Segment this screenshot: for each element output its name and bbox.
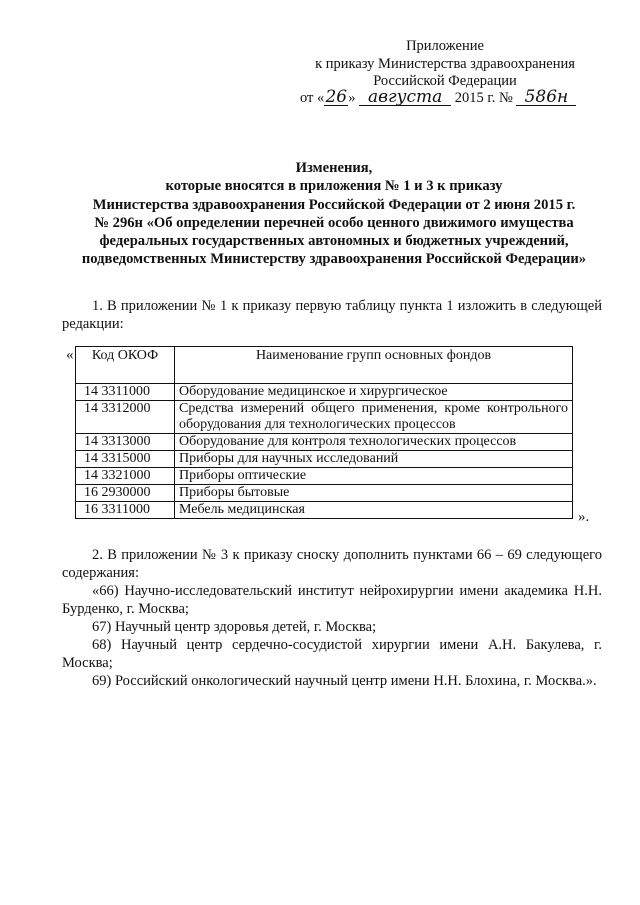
title-line-2: которые вносятся в приложения № 1 и 3 к приказу bbox=[165, 178, 503, 194]
date-day-handwritten: 26 bbox=[325, 87, 348, 107]
okof-name: Приборы для научных исследований bbox=[175, 451, 573, 468]
column-header-code: Код ОКОФ bbox=[76, 347, 175, 384]
okof-code: 14 3311000 bbox=[76, 384, 175, 401]
column-header-name: Наименование групп основных фондов bbox=[175, 347, 573, 384]
table-row bbox=[76, 401, 573, 434]
appendix-order-ref: к приказу Министерства здравоохранения bbox=[315, 56, 575, 72]
appendix-label: Приложение bbox=[406, 38, 484, 54]
okof-code: 14 3313000 bbox=[76, 434, 175, 451]
okof-name: Оборудование для контроля технологических процессов bbox=[175, 434, 573, 451]
table-close-quote: ». bbox=[578, 509, 590, 525]
okof-table bbox=[75, 346, 573, 519]
title-line-4: № 296н «Об определении перечней особо ценного движимого имущества bbox=[94, 215, 574, 231]
appendix-country: Российской Федерации bbox=[373, 73, 517, 89]
date-year: 2015 г. № bbox=[454, 90, 513, 106]
table-row bbox=[76, 468, 573, 485]
appendix-date-line bbox=[300, 89, 620, 107]
list-item-68: 68) Научный центр сердечно-сосудистой хирургии имени А.Н. Бакулева, г. Москва; bbox=[62, 637, 602, 671]
title-line-1: Изменения, bbox=[295, 160, 373, 176]
table-header-row bbox=[76, 347, 573, 384]
okof-code: 14 3321000 bbox=[76, 468, 175, 485]
title-line-3: Министерства здравоохранения Российской Федерации от 2 июня 2015 г. bbox=[92, 197, 576, 213]
table-row bbox=[76, 434, 573, 451]
okof-code: 16 3311000 bbox=[76, 502, 175, 519]
okof-name: Средства измерений общего применения, кроме контрольного оборудования для технологических процессов bbox=[175, 401, 573, 434]
okof-code: 14 3315000 bbox=[76, 451, 175, 468]
paragraph-2: 2. В приложении № 3 к приказу сноску дополнить пунктами 66 – 69 следующего содержания: bbox=[62, 547, 602, 581]
list-item-66: «66) Научно-исследовательский институт нейрохирургии имени академика Н.Н. Бурденко, г. Москва; bbox=[62, 583, 602, 617]
okof-name: Приборы бытовые bbox=[175, 485, 573, 502]
paragraph-1: 1. В приложении № 1 к приказу первую таблицу пункта 1 изложить в следующей редакции: bbox=[62, 298, 602, 332]
list-item-69: 69) Российский онкологический научный центр имени Н.Н. Блохина, г. Москва.». bbox=[92, 673, 597, 689]
doc-number-handwritten: 586н bbox=[516, 89, 576, 106]
date-month-handwritten: августа bbox=[359, 89, 451, 106]
okof-code: 14 3312000 bbox=[76, 401, 175, 434]
table-open-quote: « bbox=[66, 347, 74, 363]
title-line-5: федеральных государственных автономных и бюджетных учреждений, bbox=[99, 233, 569, 249]
list-item-67: 67) Научный центр здоровья детей, г. Москва; bbox=[92, 619, 377, 635]
date-prefix: от « bbox=[300, 90, 325, 106]
title-line-6: подведомственных Министерству здравоохранения Российской Федерации» bbox=[81, 251, 587, 267]
okof-code: 16 2930000 bbox=[76, 485, 175, 502]
table-row bbox=[76, 502, 573, 519]
okof-name: Оборудование медицинское и хирургическое bbox=[175, 384, 573, 401]
table-row bbox=[76, 384, 573, 401]
table-row bbox=[76, 451, 573, 468]
date-mid: » bbox=[348, 90, 356, 106]
okof-name: Мебель медицинская bbox=[175, 502, 573, 519]
table-row bbox=[76, 485, 573, 502]
okof-name: Приборы оптические bbox=[175, 468, 573, 485]
